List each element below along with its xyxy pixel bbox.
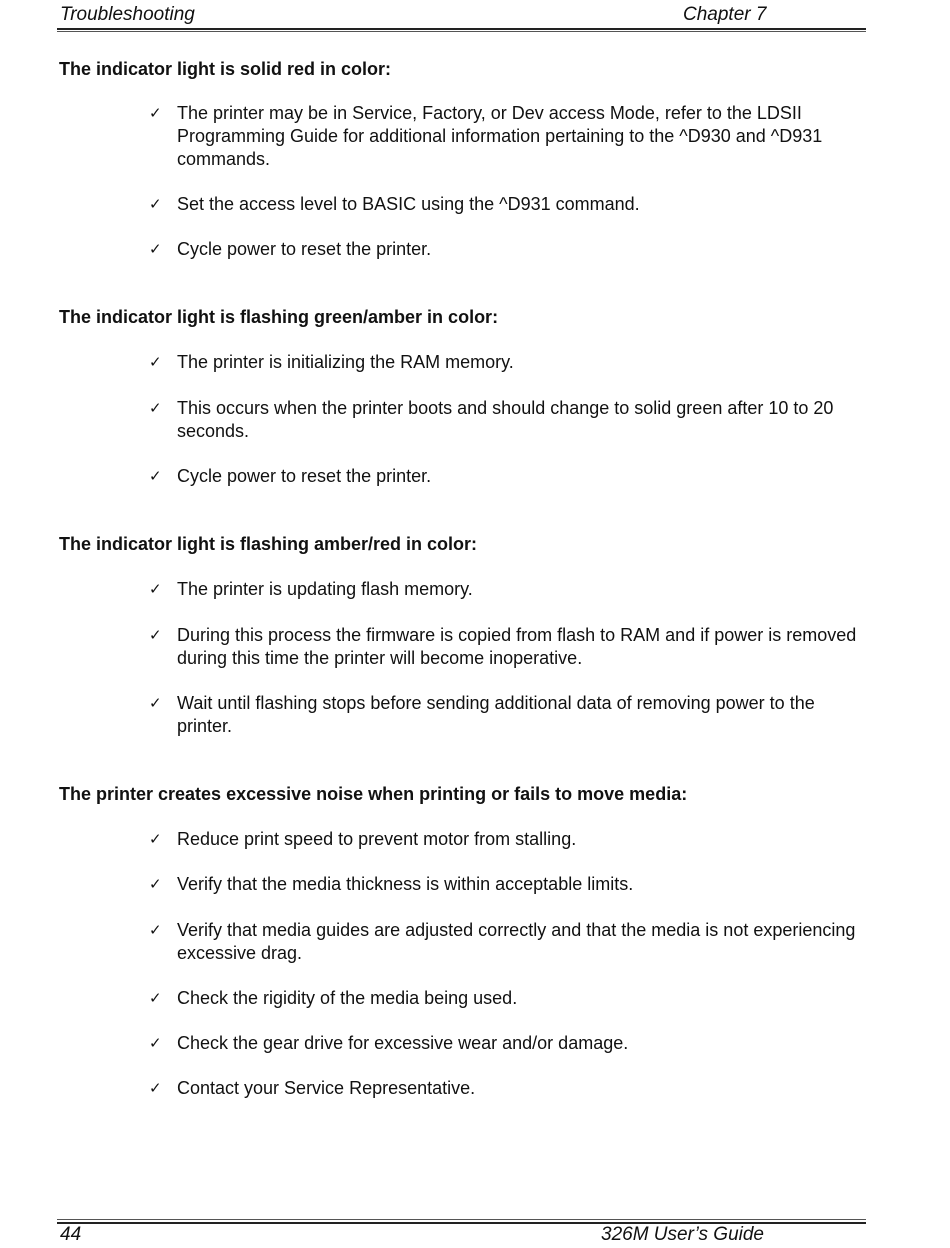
list-item-text: During this process the firmware is copied from flash to RAM and if power is removed during this time the printer will become inoperative. <box>177 625 857 668</box>
header-section-title: Troubleshooting <box>60 4 195 25</box>
section-heading: The indicator light is flashing amber/red in color: <box>59 534 478 554</box>
header-rule <box>57 28 866 30</box>
checkmark-icon: ✓ <box>149 694 162 712</box>
section-heading: The indicator light is solid red in color: <box>59 59 392 79</box>
page-number: 44 <box>60 1224 82 1245</box>
list-item-text: Contact your Service Representative. <box>177 1078 476 1098</box>
list-item-text: Check the gear drive for excessive wear and/or damage. <box>177 1033 629 1053</box>
list-item-text: Set the access level to BASIC using the ^D931 command. <box>177 194 640 214</box>
list-item-text: Wait until flashing stops before sending additional data of removing power to the printer. <box>177 693 815 736</box>
checkmark-icon: ✓ <box>149 921 162 939</box>
list-item-text: The printer may be in Service, Factory, or Dev access Mode, refer to the LDSII Programming Guide for additional information pertaining to the ^D930 and ^D931 commands. <box>177 103 823 169</box>
header-rule-secondary <box>57 31 866 32</box>
list-item-text: The printer is initializing the RAM memory. <box>177 352 514 372</box>
guide-title: 326M User’s Guide <box>601 1224 764 1245</box>
checkmark-icon: ✓ <box>149 353 162 371</box>
list-item-text: Verify that media guides are adjusted correctly and that the media is not experiencing excessive drag. <box>177 920 856 963</box>
list-item-text: Cycle power to reset the printer. <box>177 466 432 486</box>
list-item-text: Reduce print speed to prevent motor from stalling. <box>177 829 577 849</box>
checkmark-icon: ✓ <box>149 875 162 893</box>
checkmark-icon: ✓ <box>149 104 162 122</box>
footer-rule-secondary <box>57 1219 866 1220</box>
section-heading: The indicator light is flashing green/amber in color: <box>59 307 499 327</box>
checkmark-icon: ✓ <box>149 467 162 485</box>
section-heading: The printer creates excessive noise when printing or fails to move media: <box>59 784 688 804</box>
checkmark-icon: ✓ <box>149 195 162 213</box>
list-item-text: This occurs when the printer boots and should change to solid green after 10 to 20 seconds. <box>177 398 834 441</box>
checkmark-icon: ✓ <box>149 989 162 1007</box>
checkmark-icon: ✓ <box>149 830 162 848</box>
checkmark-icon: ✓ <box>149 399 162 417</box>
checkmark-icon: ✓ <box>149 580 162 598</box>
list-item-text: Check the rigidity of the media being used. <box>177 988 518 1008</box>
list-item-text: Cycle power to reset the printer. <box>177 239 432 259</box>
checkmark-icon: ✓ <box>149 1079 162 1097</box>
header-chapter: Chapter 7 <box>683 4 767 25</box>
checkmark-icon: ✓ <box>149 240 162 258</box>
list-item-text: The printer is updating flash memory. <box>177 579 473 599</box>
list-item-text: Verify that the media thickness is within acceptable limits. <box>177 874 634 894</box>
checkmark-icon: ✓ <box>149 1034 162 1052</box>
checkmark-icon: ✓ <box>149 626 162 644</box>
